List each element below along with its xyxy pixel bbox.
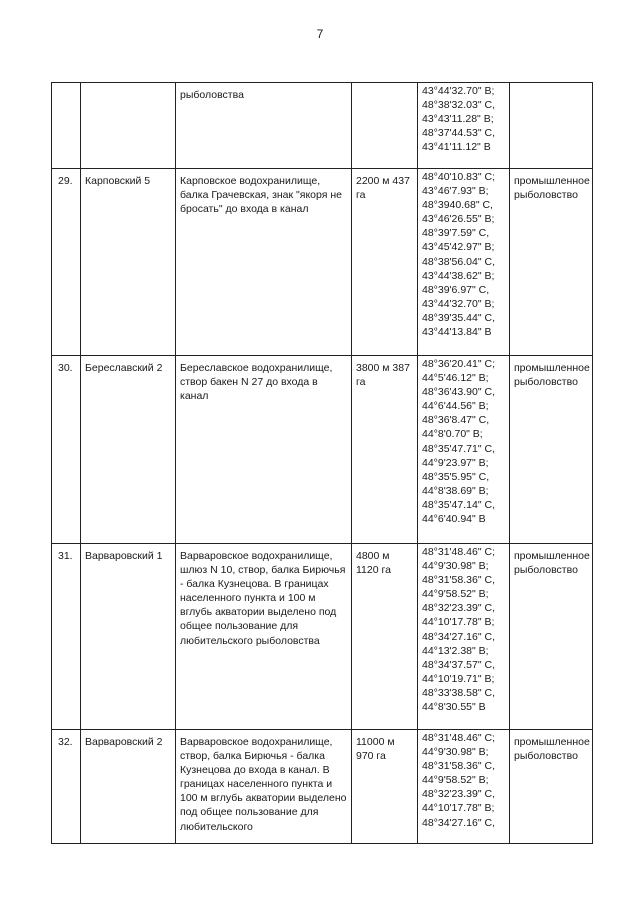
coordinate: 44°9'58.52" В; — [422, 774, 489, 787]
row-number: 29. — [52, 169, 81, 356]
coordinate: 43°44'32.70" В; — [422, 297, 495, 310]
coordinate: 48°38'32.03" С, — [422, 99, 495, 112]
coordinate: 44°9'58.52" В; — [422, 588, 489, 601]
area-purpose: промышленное рыболовство — [510, 169, 593, 356]
coordinate: 48°36'20.41" С; — [422, 358, 495, 370]
coordinate: 48°33'38.58" С, — [422, 686, 495, 699]
coordinate: 48°32'23.39" С, — [422, 788, 495, 801]
coordinate: 44°10'17.78" В; — [422, 802, 495, 815]
coordinate: 44°8'30.55" В — [422, 701, 486, 714]
coordinate: 43°44'13.84" В — [422, 326, 492, 339]
coordinate: 48°39'7.59" С, — [422, 227, 490, 240]
coordinate: 44°10'19.71" В; — [422, 672, 495, 685]
coordinate: 48°40'10.83" С; — [422, 171, 495, 183]
coordinate: 43°44'38.62" В; — [422, 269, 495, 282]
coordinate: 44°13'2.38" В; — [422, 644, 489, 657]
table-row — [52, 169, 593, 356]
coordinate: 44°5'46.12" В; — [422, 372, 489, 385]
coordinate: 48°31'48.46" С; — [422, 546, 495, 558]
coordinate: 48°39'6.97" С, — [422, 283, 490, 296]
area-name: Карповский 5 — [81, 169, 176, 356]
coordinate: 43°46'26.55" В; — [422, 213, 495, 226]
coordinate: 48°39'35.44" С, — [422, 311, 495, 324]
coordinate: 44°9'30.98" В; — [422, 746, 489, 759]
area-purpose: промышленное рыболовство — [510, 730, 593, 844]
coordinate: 48°36'8.47" С, — [422, 414, 490, 427]
area-coordinates — [418, 83, 510, 169]
coordinate: 44°8'38.69" В; — [422, 484, 489, 497]
area-size: 2200 м 437 га — [352, 169, 418, 356]
area-purpose — [510, 83, 593, 169]
coordinate: 43°44'32.70" В; — [422, 85, 495, 97]
area-size: 4800 м 1120 га — [352, 544, 418, 730]
table-row — [52, 83, 593, 169]
row-number: 30. — [52, 356, 81, 544]
coordinate: 48°35'5.95" С, — [422, 470, 490, 483]
area-size: 3800 м 387 га — [352, 356, 418, 544]
table-row — [52, 730, 593, 844]
area-name: Варваровский 1 — [81, 544, 176, 730]
area-description: рыболовства — [176, 83, 352, 169]
area-name: Варваровский 2 — [81, 730, 176, 844]
area-purpose: промышленное рыболовство — [510, 544, 593, 730]
area-name — [81, 83, 176, 169]
coordinate: 44°9'30.98" В; — [422, 560, 489, 573]
coordinate: 48°3940.68" С, — [422, 199, 493, 212]
area-coordinates — [418, 544, 510, 730]
area-name: Береславский 2 — [81, 356, 176, 544]
row-number: 32. — [52, 730, 81, 844]
coordinate: 43°41'11.12" В — [422, 141, 491, 154]
area-purpose: промышленное рыболовство — [510, 356, 593, 544]
coordinate: 48°38'56.04" С, — [422, 255, 495, 268]
area-coordinates — [418, 356, 510, 544]
table-row — [52, 356, 593, 544]
area-size: 11000 м 970 га — [352, 730, 418, 844]
area-description: Варваровское водохранилище, створ, балка Бирючья - балка Кузнецова до входа в канал. В границах населенного пункта и 100 м вглубь акватории выделено под общее пользование для любительского — [176, 730, 352, 844]
area-coordinates — [418, 169, 510, 356]
coordinate: 48°35'47.14" С, — [422, 498, 495, 511]
coordinate: 44°10'17.78" В; — [422, 616, 495, 629]
coordinate: 44°6'44.56" В; — [422, 400, 489, 413]
area-size — [352, 83, 418, 169]
coordinate: 48°34'37.57" С, — [422, 658, 495, 671]
coordinate: 44°9'23.97" В; — [422, 456, 489, 469]
coordinate: 43°46'7.93" В; — [422, 185, 489, 198]
coordinate: 48°32'23.39" С, — [422, 602, 495, 615]
coordinate: 44°8'0.70" В; — [422, 428, 483, 441]
area-coordinates — [418, 730, 510, 844]
area-description: Береславское водохранилище, створ бакен N 27 до входа в канал — [176, 356, 352, 544]
coordinate: 48°34'27.16" С, — [422, 630, 495, 643]
coordinate: 48°31'58.36" С, — [422, 760, 495, 773]
coordinate: 48°37'44.53" С, — [422, 127, 495, 140]
coordinate: 48°34'27.16" С, — [422, 816, 495, 829]
row-number — [52, 83, 81, 169]
table-row — [52, 544, 593, 730]
area-description: Варваровское водохранилище, шлюз N 10, створ, балка Бирючья - балка Кузнецова. В границах населенного пункта и 100 м вглубь акватории выделено под общее пользование для любительского рыболовства — [176, 544, 352, 730]
row-number: 31. — [52, 544, 81, 730]
fishing-areas-table — [51, 82, 593, 844]
coordinate: 43°43'11.28" В; — [422, 113, 494, 126]
coordinate: 44°6'40.94" В — [422, 513, 486, 526]
coordinate: 48°36'43.90" С, — [422, 386, 495, 399]
coordinate: 48°31'48.46" С; — [422, 732, 495, 744]
area-description: Карповское водохранилище, балка Грачевская, знак "якоря не бросать" до входа в канал — [176, 169, 352, 356]
coordinate: 48°31'58.36" С, — [422, 574, 495, 587]
coordinate: 43°45'42.97" В; — [422, 241, 495, 254]
coordinate: 48°35'47.71" С, — [422, 442, 495, 455]
page-number: 7 — [316, 27, 324, 41]
